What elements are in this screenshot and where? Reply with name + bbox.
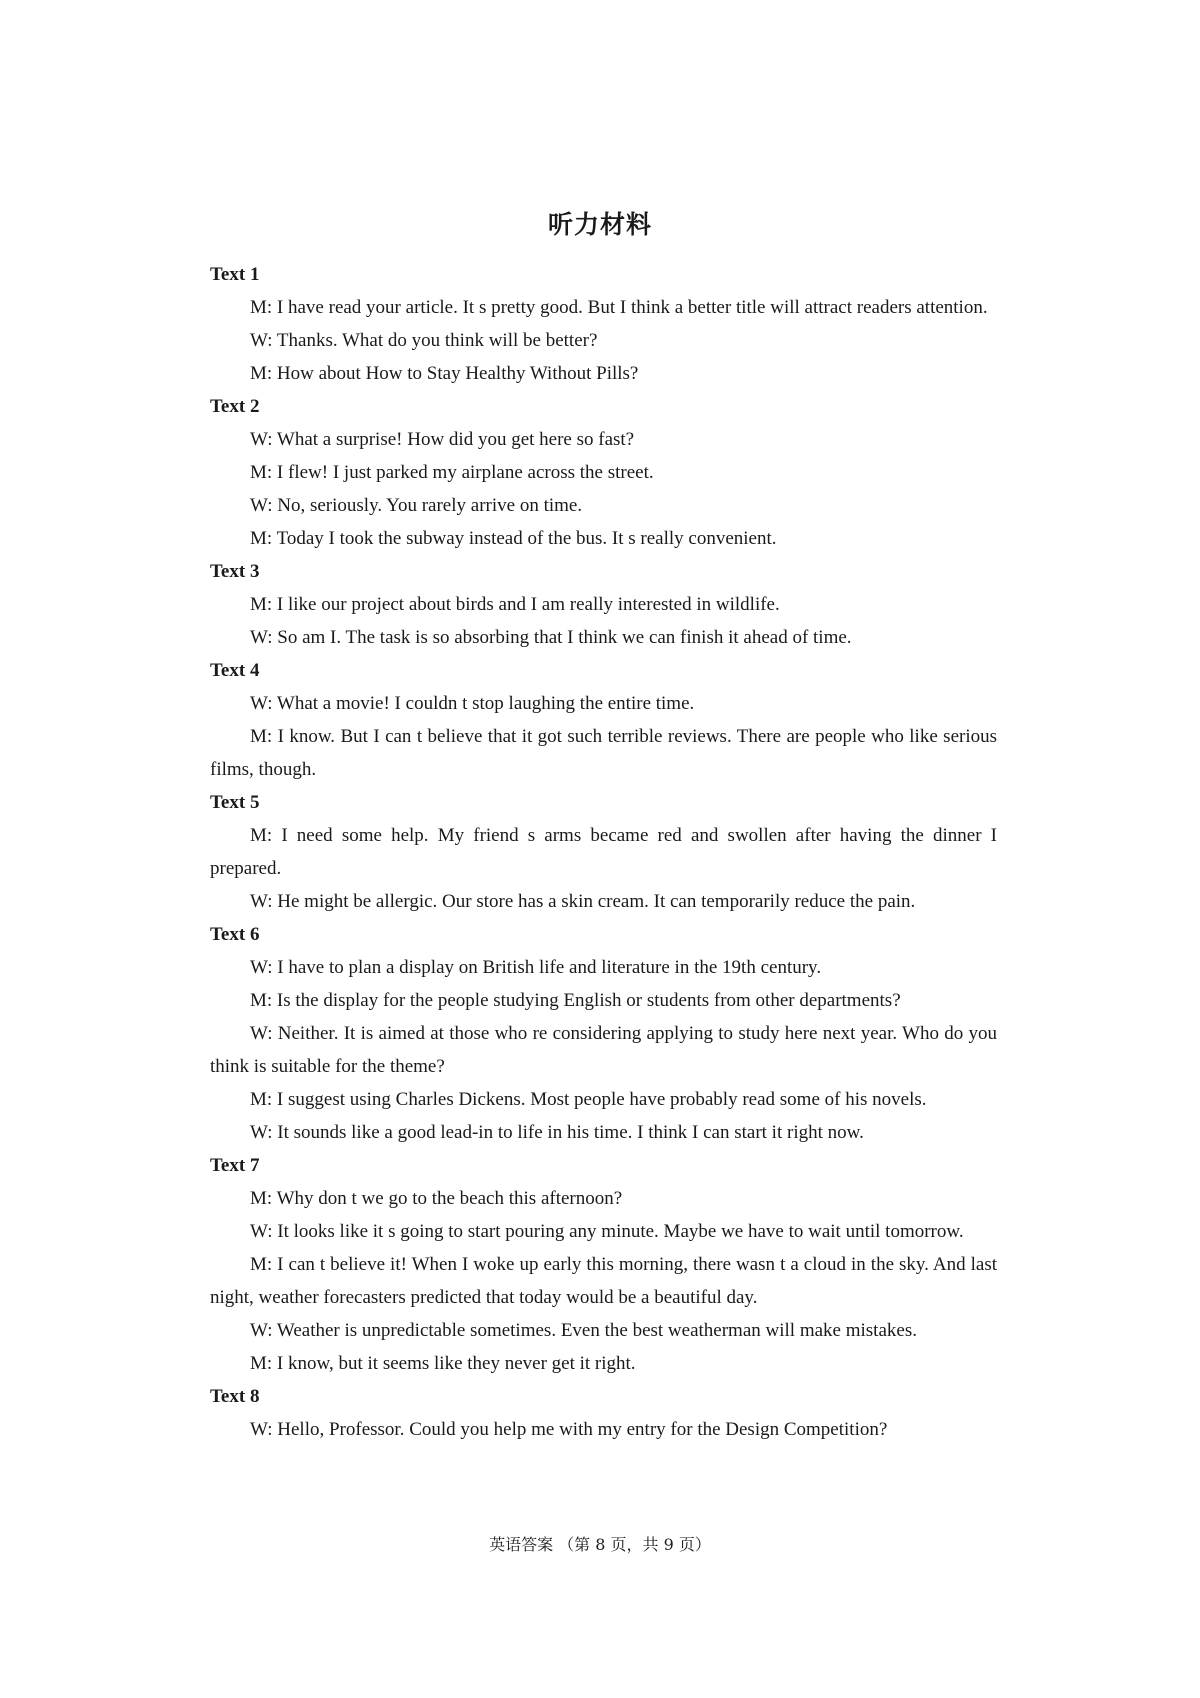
dialogue-line: W: So am I. The task is so absorbing that I think we can finish it ahead of time. <box>250 627 852 648</box>
dialogue-line: M: I have read your article. It s pretty good. But I think a better title will attract readers attention. <box>250 297 988 318</box>
dialogue-line: M: I suggest using Charles Dickens. Most people have probably read some of his novels. <box>250 1089 927 1110</box>
dialogue-line: W: It sounds like a good lead-in to life in his time. I think I can start it right now. <box>250 1122 864 1143</box>
page-footer: 英语答案 （第 8 页，共 9 页） <box>489 1535 711 1554</box>
dialogue-line: M: I can t believe it! When I woke up early this morning, there wasn t a cloud in the sky. And last night, weather forecasters predicted that today would be a beautiful day. <box>210 1254 997 1308</box>
dialogue-line: W: It looks like it s going to start pouring any minute. Maybe we have to wait until tomorrow. <box>250 1221 964 1242</box>
dialogue-line: W: Neither. It is aimed at those who re considering applying to study here next year. Who do you think is suitable for the theme? <box>210 1023 997 1077</box>
dialogue-line: M: Today I took the subway instead of the bus. It s really convenient. <box>250 528 777 549</box>
dialogue-line: M: I know. But I can t believe that it got such terrible reviews. There are people who like serious films, though. <box>210 726 997 780</box>
dialogue-line: W: Hello, Professor. Could you help me with my entry for the Design Competition? <box>250 1419 888 1440</box>
dialogue-line: M: I like our project about birds and I am really interested in wildlife. <box>250 594 780 615</box>
dialogue-line: W: He might be allergic. Our store has a skin cream. It can temporarily reduce the pain. <box>250 891 916 912</box>
dialogue-line: W: What a surprise! How did you get here so fast? <box>250 429 635 450</box>
dialogue-line: M: Is the display for the people studying English or students from other departments? <box>250 990 901 1011</box>
section-heading: Text 1 <box>210 264 260 285</box>
dialogue-line: M: I flew! I just parked my airplane across the street. <box>250 462 654 483</box>
dialogue-line: W: Thanks. What do you think will be better? <box>250 330 598 351</box>
dialogue-line: M: I need some help. My friend s arms became red and swollen after having the dinner I prepared. <box>210 825 997 879</box>
page-title: 听力材料 <box>547 210 652 239</box>
section-heading: Text 5 <box>210 792 260 813</box>
dialogue-line: W: What a movie! I couldn t stop laughing the entire time. <box>250 693 695 714</box>
dialogue-line: W: Weather is unpredictable sometimes. Even the best weatherman will make mistakes. <box>250 1320 917 1341</box>
dialogue-line: W: I have to plan a display on British life and literature in the 19th century. <box>250 957 822 978</box>
dialogue-line: M: Why don t we go to the beach this afternoon? <box>250 1188 623 1209</box>
section-heading: Text 4 <box>210 660 260 681</box>
dialogue-line: M: How about How to Stay Healthy Without Pills? <box>250 363 639 384</box>
section-heading: Text 8 <box>210 1386 260 1407</box>
section-heading: Text 6 <box>210 924 260 945</box>
section-heading: Text 7 <box>210 1155 260 1176</box>
dialogue-line: M: I know, but it seems like they never get it right. <box>250 1353 636 1374</box>
listening-transcript <box>210 258 997 1446</box>
section-heading: Text 3 <box>210 561 260 582</box>
section-heading: Text 2 <box>210 396 260 417</box>
dialogue-line: W: No, seriously. You rarely arrive on time. <box>250 495 583 516</box>
